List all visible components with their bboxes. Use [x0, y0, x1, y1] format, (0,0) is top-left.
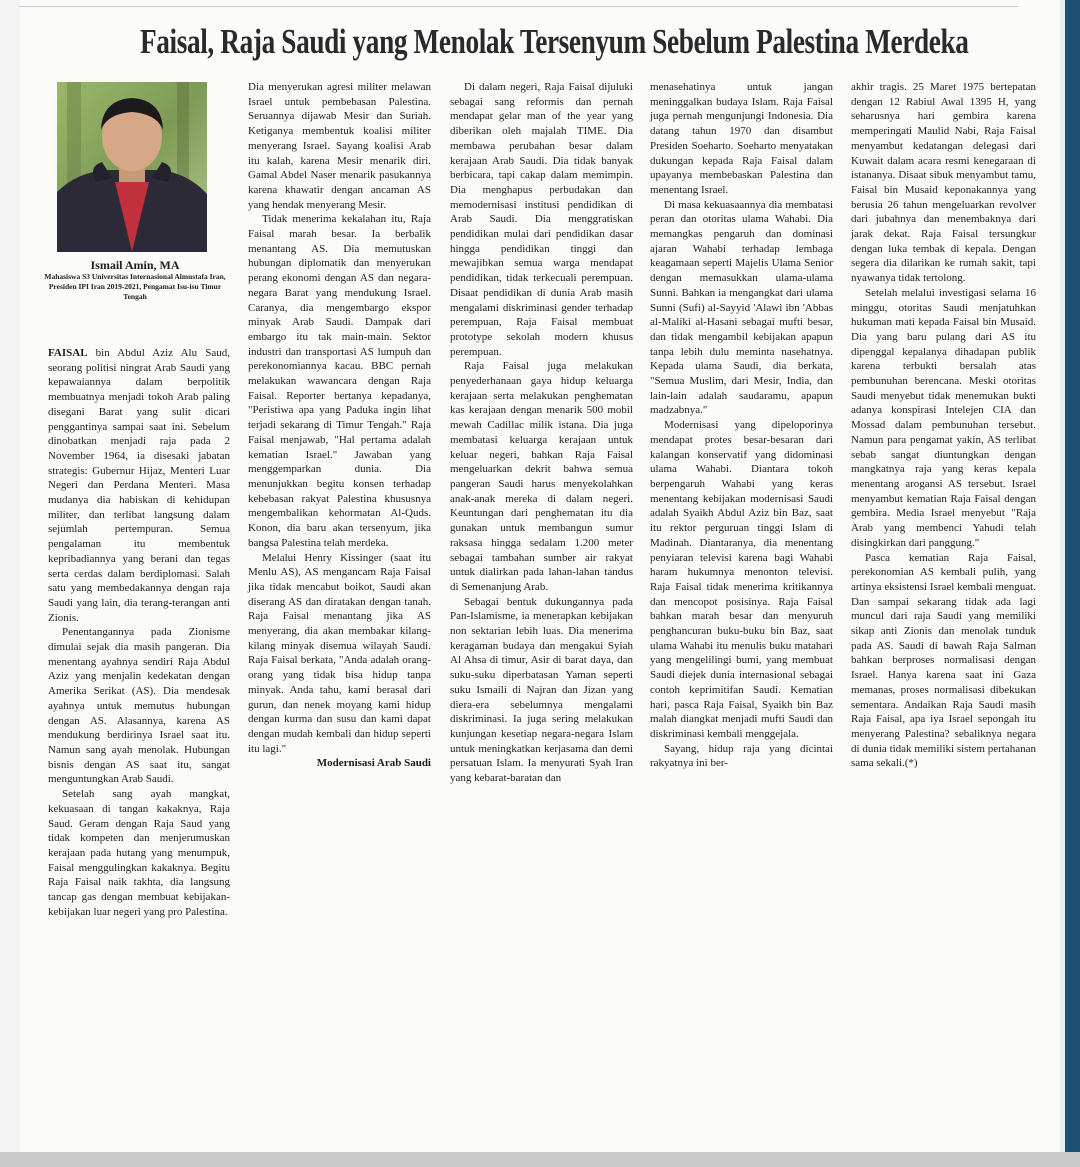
article-column-4	[650, 80, 833, 771]
article-paragraph: Di masa kekuasaannya dia membatasi peran dan otoritas ulama Wahabi. Dia memangkas pengaruh dan dominasi ajaran Wahabi terhadap lembaga keagamaan seperti Majelis Ulama Senior dengan memasukkan ulama-ulama Sunni. Bahkan ia mengangkat dari ulama Sunni (Sufi) al-Sayyid 'Alawi ibn 'Abbas al-Maliki al-Hasani sebagai mufti besar, dan tidak mengambil kebijakan apapun tanpa lebih dulu meminta nasehatnya. Kepada ulama Saudi, dia berkata, "Semua Muslim, dari Mesir, India, dan lain-lain adalah saudaramu, apapun madzabnya."	[650, 198, 833, 417]
article-paragraph: Setelah melalui investigasi selama 16 minggu, otoritas Saudi menjatuhkan hukuman mati kepada Faisal bin Musaid. Dia yang baru pulang dari AS itu dipenggal kepalanya dihadapan publik karena terbukti bersalah atas pembunuhan berencana. Meski otoritas Saudi menyebut tidak menemukan bukti adanya konspirasi Intelejen CIA dan Mossad dalam pembunuhan tersebut. Namun para pengamat yakin, AS terlibat sebab sangat diuntungkan dengan mangkatnya raja yang keras kepala menentang arogansi AS tersebut. Israel menyambut kematian Raja Faisal dengan gembira. Media Israel menyebut "Raja Arab yang membenci Yahudi telah disingkirkan dari panggung."	[851, 286, 1036, 549]
article-paragraph: Sebagai bentuk dukungannya pada Pan-Islamisme, ia menerapkan kebijakan non sektarian lebih luas. Dia menerima keragaman budaya dan mengakui Syiah Al Ahsa di timur, Asir di barat daya, dan suku-suku diperbatasan Yaman seperti suku Ismaili di Najran dan Jizan yang diera-era sebelumnya mengalami diskriminasi. Ia juga sering melakukan kunjungan kesetiap negara-negara Islam untuk meningkatkan kerjasama dan demi persatuan Islam. Ia menyurati Syah Iran yang kebarat-baratan dan	[450, 595, 633, 785]
article-paragraph: Di dalam negeri, Raja Faisal dijuluki sebagai sang reformis dan pernah mendapat gelar man of the year yang diberikan oleh majalah TIME. Dia membawa perubahan besar dalam kerajaan Arab Saudi. Dia tidak banyak berbicara, tapi cakap dalam memimpin. Dia menghapus perbudakan dan memodernisasi institusi pendidikan di Arab Saudi. Dia menggratiskan pendidikan mulai dari pendidikan dasar hingga pendidikan tinggi dan mewajibkan semua warga mendapat pendidikan, tidak terkecuali perempuan. Disaat pendidikan di dunia Arab masih mengalami diskriminasi gender terhadap perempuan, Raja Faisal membuat prototype sekolah modern khusus perempuan.	[450, 81, 633, 358]
article-column-5	[851, 80, 1036, 771]
article-column-2	[248, 80, 431, 771]
article-paragraph: Modernisasi yang dipeloporinya mendapat protes besar-besaran dari kalangan konservatif yang didominasi ulama Wahabi. Diantara tokoh berpengaruh Wahabi yang keras menentang kebijakan modernisasi Saudi adalah Syaikh Abdul Aziz bin Baz, saat itu rektor perguruan tinggi Islam di Madinah. Diantaranya, dia menentang penyiaran televisi karena bagi Wahabi haram hukumnya menonton televisi. Raja Faisal tidak menerima kritikannya dan mencopot posisinya. Raja Faisal bahkan marah besar dan menyuruh penghancuran buku-buku bin Baz, saat ulama Wahabi itu menulis buku matahari yang mengelilingi bumi, yang membuat Saudi diejek dunia internasional sebagai contoh keprimitifan Saudi. Kematian hari, pasca Raja Faisal, Syaikh bin Baz malah diangkat menjadi mufti Saudi dan diskriminasi kembali menggejala.	[650, 419, 833, 740]
author-description: Mahasiswa S3 Universitas Internasional Almustafa Iran, Presiden IPI Iran 2019-2021, Pengamat Isu-isu Timur Tengah	[44, 272, 226, 301]
article-paragraph: Penentangannya pada Zionisme dimulai sejak dia masih pangeran. Dia menentang ayahnya sendiri Raja Abdul Aziz yang menjalin kedekatan dengan Amerika Serikat (AS). Dia mendesak ayahnya untuk memutus hubungan dengan AS. Alasannya, karena AS mendukung berdirinya Israel saat itu. Namun sang ayah menolak. Hubungan bisnis dengan AS saat itu, sangat menguntungkan Arab Saudi.	[48, 626, 230, 786]
article-paragraph: akhir tragis. 25 Maret 1975 bertepatan dengan 12 Rabiul Awal 1395 H, yang seharusnya hari gembira karena memperingati Maulid Nabi, Raja Faisal menyambut kedatangan delegasi dari Kuwait dalam acara resmi kenegaraan di istananya. Disaat sibuk menyambut tamu, Faisal bin Musaid keponakannya yang berusia 26 tahun mengeluarkan revolver dari jubahnya dan menembaknya dari jarak dekat. Raja Faisal tersungkur dengan luka tembak di kepala. Dengan segera dia dilarikan ke rumah sakit, tapi nyawanya tidak tertolong.	[851, 81, 1036, 285]
article-paragraph: Setelah sang ayah mangkat, kekuasaan di tangan kakaknya, Raja Saud. Geram dengan Raja Saud yang tidak kompeten dan menjerumuskan kerajaan pada hutang yang menumpuk, Faisal menggulingkan kakaknya. Begitu Raja Faisal naik takhta, dia langsung tancap gas dengan membuat kebijakan-kebijakan luar negeri yang pro Palestina.	[48, 788, 230, 918]
article-paragraph: Pasca kematian Raja Faisal, perekonomian AS kembali pulih, yang artinya eksistensi Israel kembali menguat. Dan sampai sekarang tidak ada lagi muncul dari raja Saudi yang memiliki sikap anti Zionis dan menolak tunduk pada AS. Saudi di bawah Raja Salman bahkan berproses normalisasi dengan Israel. Hanya karena saat ini Gaza memanas, proses normalisasi dibekukan sementara. Andaikan Raja Saudi masih Raja Faisal, apa iya Israel sepongah itu menyerang Palestina? sebaliknya negara di dunia tidak memiliki sistem pertahanan sama sekali.(*)	[851, 551, 1036, 770]
article-paragraph	[48, 346, 230, 625]
bottom-background	[0, 1152, 1080, 1167]
right-background-band	[1065, 0, 1080, 1167]
author-portrait-image	[57, 82, 207, 252]
article-paragraph: Sayang, hidup raja yang dicintai rakyatnya ini ber-	[650, 742, 833, 770]
article-column-1	[48, 346, 230, 919]
lead-word: FAISAL	[48, 347, 88, 359]
article-paragraph: menasehatinya untuk jangan meninggalkan budaya Islam. Raja Faisal juga pernah mengunjungi Indonesia. Dia datang tahun 1970 dan disambut Presiden Soeharto. Soeharto menyatakan dukungan kepada Raja Faisal dalam upayanya membebaskan Palestina dan menentang Israel.	[650, 81, 833, 196]
article-paragraph: Raja Faisal juga melakukan penyederhanaan gaya hidup keluarga kerajaan serta melakukan penghematan kas kerajaan dengan menarik 500 mobil mewah Cadillac milik istana. Dia juga membatasi keluarga kerajaan untuk keluar negeri, bahkan Raja Faisal mengeluarkan dekrit bahwa semua pangeran Saudi harus menyekolahkan anak-anak mereka di dalam negeri. Keuntungan dari penghematan itu dia gunakan untuk membangun sumur raksasa hingga sedalam 1.200 meter sebagai tambahan sumber air rakyat untuk dialirkan pada lahan-lahan tandus di Semenanjung Arab.	[450, 360, 633, 593]
article-column-3	[450, 80, 633, 786]
paragraph-text: bin Abdul Aziz Alu Saud, seorang politisi ningrat Arab Saudi yang kepawaiannya dalam berpolitik membuatnya menjadi tokoh Arab paling disegani Barat yang sulit dicari penggantinya sampai saat ini. Sebelum dinobatkan menjadi raja pada 2 November 1964, ia disesaki jabatan strategis: Gubernur Hijaz, Menteri Luar Negeri dan Perdana Menteri. Masa mudanya dia habiskan di kehidupan militer, dan terlibat langsung dalam sejumlah pertempuran. Semua pengalaman itu membentuk kepribadiannya yang berani dan tegas serta cerdas dalam berdiplomasi. Salah satu yang membedakannya dengan raja Saudi yang lain, dia terang-terangan anti Zionis.	[48, 347, 230, 624]
article-paragraph: Melalui Henry Kissinger (saat itu Menlu AS), AS mengancam Raja Faisal jika tidak mencabut boikot, Saudi akan diserang AS dan diratakan dengan tanah. Raja Faisal menantang jika AS menyerang, dia akan membakar kilang-kilang minyak disemua wilayah Saudi. Raja Faisal berkata, "Anda adalah orang-orang yang tidak bisa hidup tanpa minyak. Anda tahu, kami berasal dari gurun, dan nenek moyang kami hidup dengan kurma dan susu dan kami dapat dengan mudah kembali dan hidup seperti itu lagi."	[248, 551, 431, 755]
author-name: Ismail Amin, MA	[90, 258, 180, 272]
section-subhead: Modernisasi Arab Saudi	[316, 757, 431, 770]
author-byline	[40, 258, 230, 302]
article-paragraph: Tidak menerima kekalahan itu, Raja Faisal marah besar. Ia berbalik menantang AS. Dia memutuskan hubungan diplomatik dan menyerukan perang ekonomi dengan AS dan negara-negara Barat yang mendukung Israel. Caranya, dia mengembargo ekspor minyak Arab Saudi. Dampak dari embargo itu tak main-main. Sektor industri dan transportasi AS lumpuh dan perekonomiannya kacau. BBC pernah melakukan wawancara dengan Raja Faisal. Reporter bertanya kepadanya, "Peristiwa apa yang Paduka ingin lihat terjadi sekarang di Timur Tengah." Raja Faisal menjawab, "Hal pertama adalah kematian Israel." Jawaban yang menggemparkan dunia. Dia menunjukkan begitu konsen terhadap kebebasan rakyat Palestina khususnya mengembalikan kehormatan Al-Quds. Konon, dia baru akan tersenyum, jika bangsa Palestina telah merdeka.	[248, 213, 431, 549]
author-photo	[57, 82, 207, 252]
left-margin-strip	[0, 0, 20, 1167]
top-rule	[18, 6, 1018, 7]
article-paragraph: Dia menyerukan agresi militer melawan Israel untuk pembebasan Palestina. Seruannya dijawab Mesir dan Suriah. Ketiganya membentuk koalisi militer menyerang Israel. Sayang koalisi Arab itu kalah, karena Mesir menarik diri. Gamal Abdel Naser menarik pasukannya karena khawatir dengan ancaman AS yang hendak menyerang Mesir.	[248, 81, 431, 211]
headline: Faisal, Raja Saudi yang Menolak Tersenyum Sebelum Palestina Merdeka	[140, 22, 969, 61]
